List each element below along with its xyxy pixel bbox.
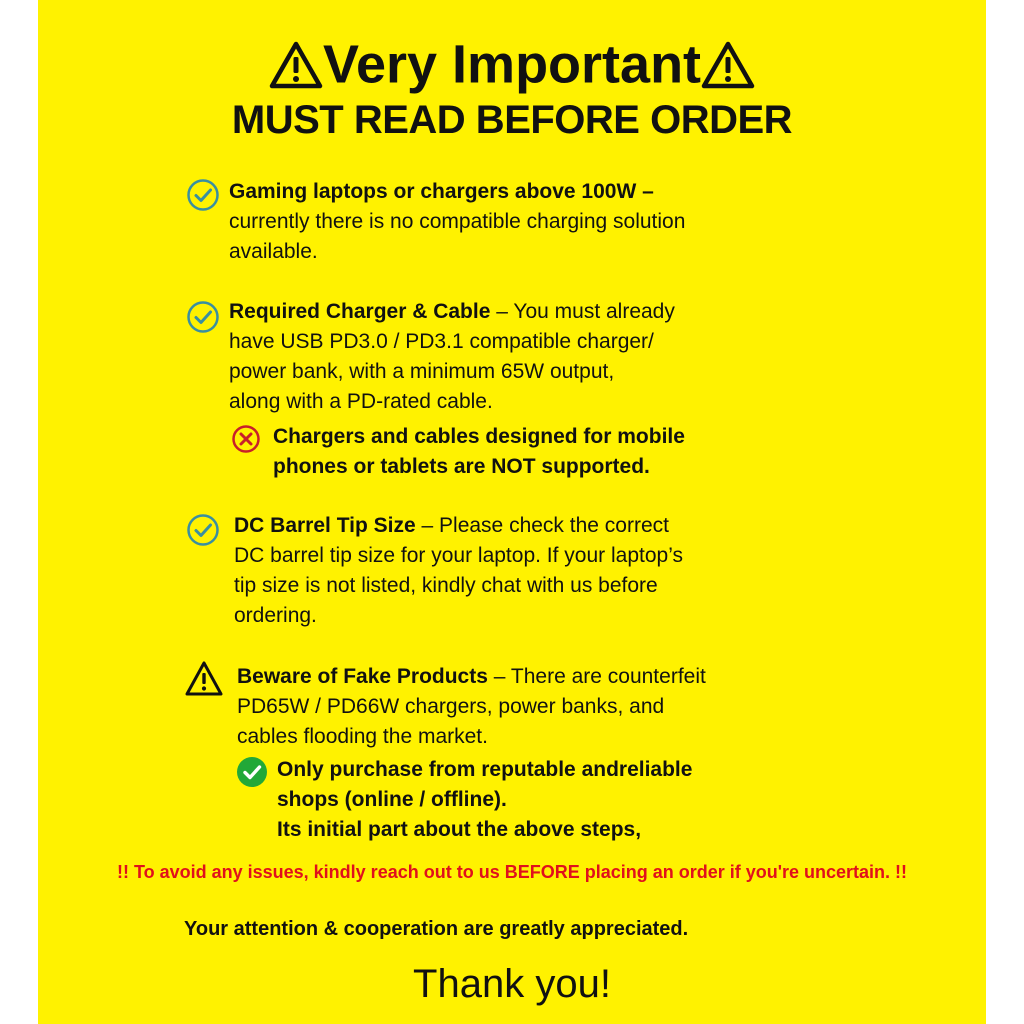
item-beware-fake [237,662,706,752]
item-lead: Required Charger & Cable [229,300,491,323]
thank-you-text: Thank you! [413,962,611,1006]
page-title [38,30,986,96]
item-lead: Beware of Fake Products [237,665,488,688]
sub-note-not-supported [273,422,685,482]
appreciation-text: Your attention & cooperation are greatly appreciated. [184,918,689,940]
item-line: PD65W / PD66W chargers, power banks, and [237,695,665,718]
item-line: currently there is no compatible charging solution [229,210,686,233]
warning-triangle-icon [184,660,224,697]
item-lead: DC Barrel Tip Size [234,514,416,537]
item-line: have USB PD3.0 / PD3.1 compatible charger/ [229,330,654,353]
sub-line: phones or tablets are NOT supported. [273,455,650,478]
item-line: ordering. [234,604,317,627]
check-circle-icon [186,300,220,334]
item-lead-rest: – There are counterfeit [487,665,706,688]
notice-poster [38,0,986,1024]
item-required-charger [229,297,675,417]
check-circle-icon [186,178,220,212]
item-line: cables flooding the market. [237,725,488,748]
green-check-icon [236,756,268,788]
title-text: Very Important [322,34,702,95]
sub-line: Its initial part about the above steps, [277,818,642,841]
page-subtitle: MUST READ BEFORE ORDER [231,98,793,142]
check-circle-icon [186,513,220,547]
sub-line: shops (online / offline). [277,788,507,811]
item-line: power bank, with a minimum 65W output, [229,360,615,383]
item-lead-rest: – You must already [490,300,675,323]
warning-triangle-icon [269,40,323,90]
item-lead-rest: – Please check the correct [415,514,669,537]
item-lead: Gaming laptops or chargers above 100W – [229,180,654,203]
item-line: along with a PD-rated cable. [229,390,493,413]
item-gaming-laptops [229,177,685,267]
item-line: available. [229,240,318,263]
sub-line: Chargers and cables designed for mobile [273,425,685,448]
item-line: DC barrel tip size for your laptop. If your laptop’s [234,544,683,567]
warning-triangle-icon [701,40,755,90]
item-dc-barrel-tip [234,511,683,631]
sub-note-reputable-shops [277,755,692,845]
contact-alert: !! To avoid any issues, kindly reach out to us BEFORE placing an order if you're uncertain. !! [116,862,908,882]
x-circle-icon [231,424,261,454]
sub-line: Only purchase from reputable andreliable [277,758,693,781]
item-line: tip size is not listed, kindly chat with us before [234,574,658,597]
